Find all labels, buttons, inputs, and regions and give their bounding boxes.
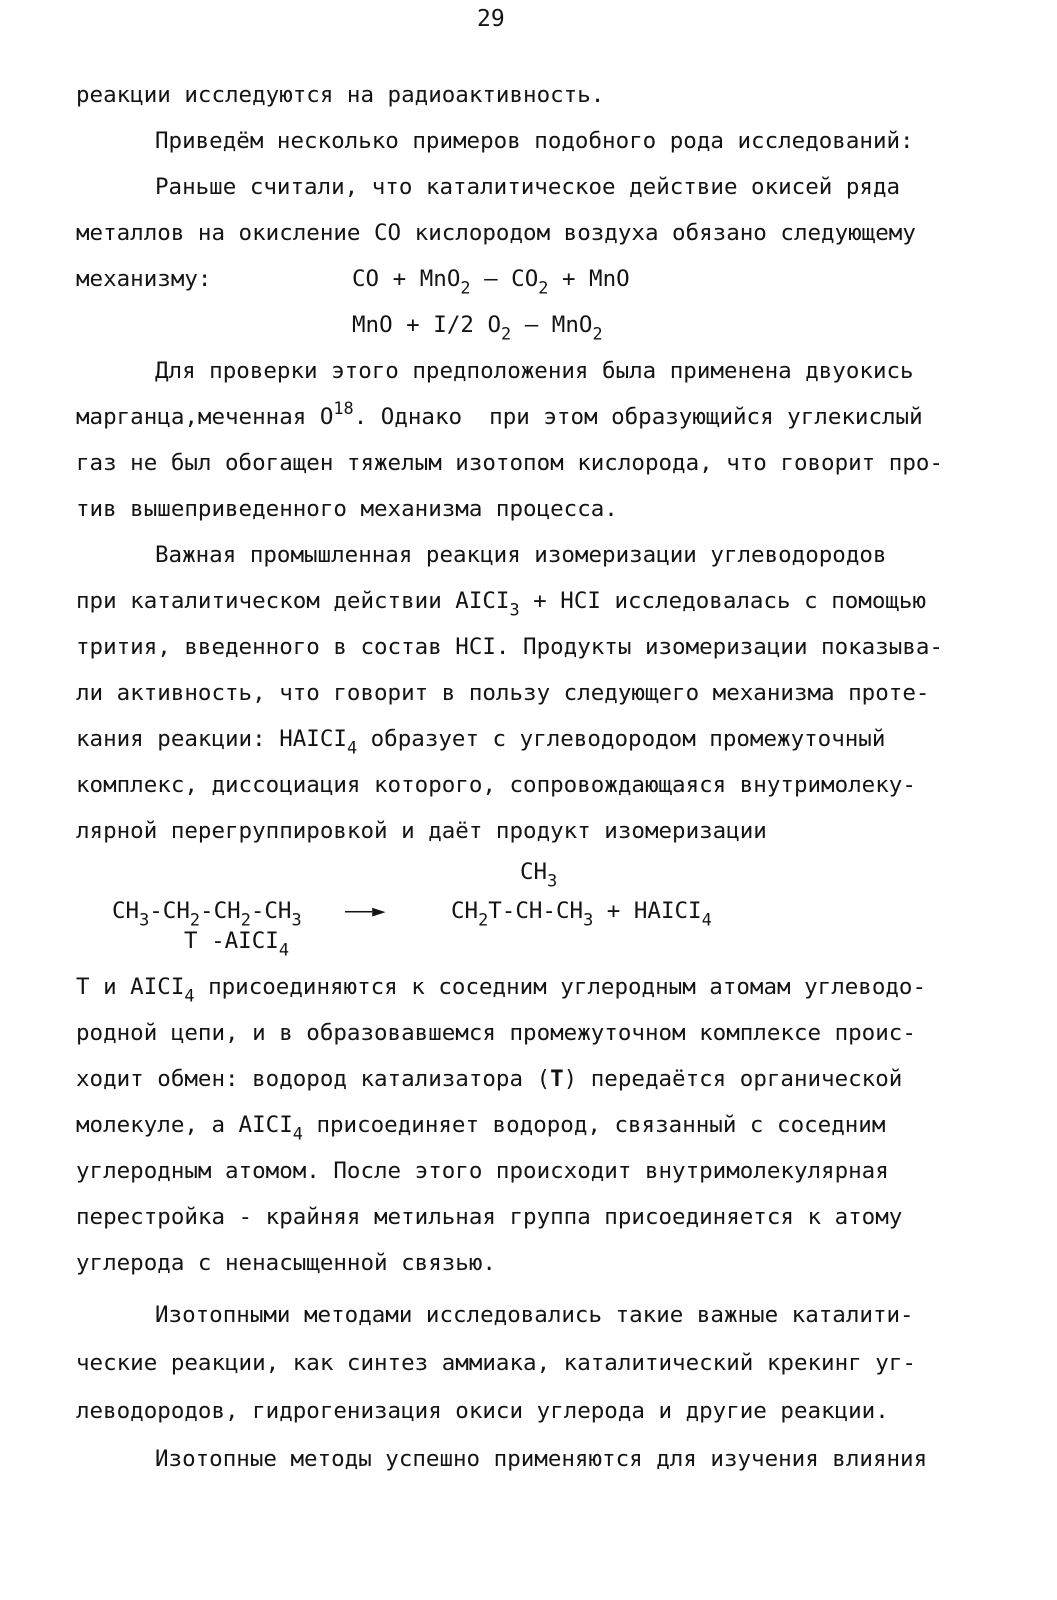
text-line: ли активность, что говорит в пользу следующего механизма проте- [76,680,930,706]
reactant-formula: $CH_3-CH_2-CH_2-CH_3$ [112,898,302,930]
text-line: T и $AICI_4$ присоединяются к соседним углеродным атомам углеводо- [76,974,927,1006]
paragraph-start: Приведём несколько примеров подобного рода исследований: [155,128,914,154]
text-line: ческие реакции, как синтез аммиака, каталитический крекинг уг- [76,1350,916,1376]
text-line: ходит обмен: водород катализатора (T) передаётся органической [76,1066,903,1092]
text-line: механизму: [76,266,212,292]
text-line: металлов на окисление CO кислородом воздуха обязано следующему [76,220,916,246]
page-number: 29 [477,6,505,32]
text-line: при каталитическом действии $AICI_3$ + HCI исследовалась с помощью [76,588,927,620]
text-line: перестройка - крайняя метильная группа присоединяется к атому [76,1204,903,1230]
text-line: молекуле, а $AICI_4$ присоединяет водород, связанный с соседним [76,1112,886,1144]
paragraph-start: Изотопные методы успешно применяются для изучения влияния [155,1446,928,1472]
catalyst-bonds: T $-AICI_4$ [184,928,289,960]
text-line: кания реакции: $HAICI_4$ образует с углеводородом промежуточный [76,726,886,758]
text-line: реакции исследуются на радиоактивность. [76,82,605,108]
text-line: трития, введенного в состав HCI. Продукты изомеризации показыва- [76,634,943,660]
equation-line-1: CO + MnO$_2$ — $CO_2$ + MnO [352,266,630,298]
text-line: леводородов, гидрогенизация окиси углерода и другие реакции. [76,1398,889,1424]
text-line: комплекс, диссоциация которого, сопровождающаяся внутримолеку- [76,772,916,798]
text-line: тив вышеприведенного механизма процесса. [76,496,618,522]
paragraph-start: Важная промышленная реакция изомеризации углеводородов [155,542,887,568]
equation-line-2: MnO + I/2 $O_2$ — MnO$_2$ [352,312,603,344]
reaction-arrow: ——► [345,898,386,924]
text-line: углерода с ненасыщенной связью. [76,1250,496,1276]
methyl-branch: $CH_3$ [520,859,558,891]
product-formula: $CH_2T-CH-CH_3$ + $HAICI_4$ [451,898,712,930]
text-line: родной цепи, и в образовавшемся промежуточном комплексе проис- [76,1020,916,1046]
paragraph-start: Изотопными методами исследовались такие важные каталити- [155,1302,914,1328]
paragraph-start: Раньше считали, что каталитическое действие окисей ряда [155,174,901,200]
text-line: лярной перегруппировкой и даёт продукт изомеризации [76,818,767,844]
paragraph-start: Для проверки этого предположения была применена двуокись [155,358,914,384]
text-line: углеродным атомом. После этого происходит внутримолекулярная [76,1158,889,1184]
text-line: газ не был обогащен тяжелым изотопом кислорода, что говорит про- [76,450,943,476]
text-line: марганца,меченная $O^{18}$. Однако при этом образующийся углекислый [76,397,923,430]
